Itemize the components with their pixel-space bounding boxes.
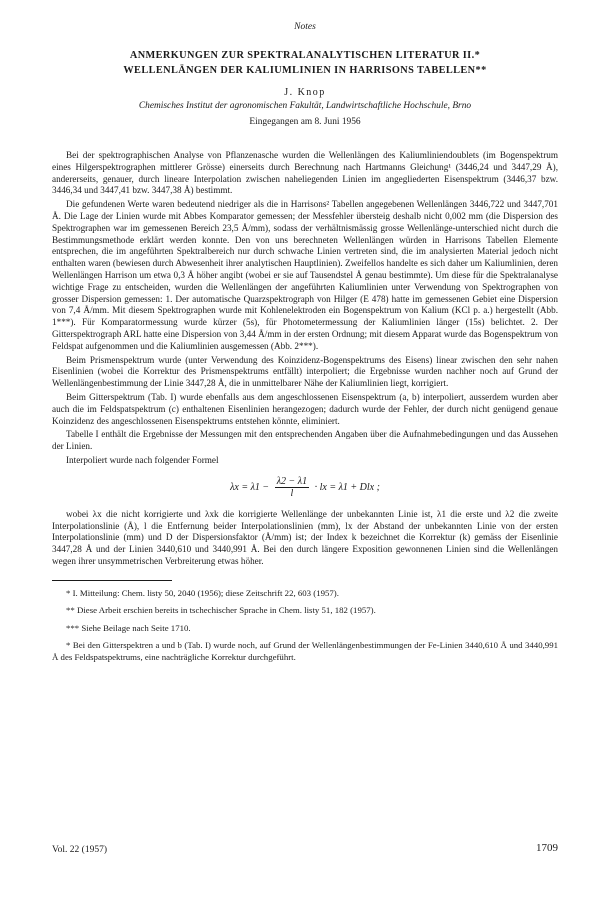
footnote-3: *** Siehe Beilage nach Seite 1710. bbox=[66, 622, 191, 633]
paragraph-7: wobei λx die nicht korrigierte und λxk die korrigierte Wellenlänge der unbekannten Linie ist, λ1 die erste und λ2 die zweite Interpolationslinie (Å), l die Entfernung beider Interpolationslinien (mm), lx der Abstand der unbekannten Linie von der ersten Interpolationslinie (mm) und D der Dispersionsfaktor (Å/mm) ist; der Index k bezeichnet die Korrektur (k) gemäss der Eisenlinie 3447,28 Å und der Linien 3440,610 und 3440,991 Å. Bei den durch längere Exposition gewonnenen Linien sind die Wellenlängen wegen ihrer unsymmetrischen Verbreiterung etwas höher. bbox=[52, 508, 558, 566]
page-number: 1709 bbox=[536, 842, 558, 854]
formula-rhs: · lx = λ1 + Dlx ; bbox=[314, 481, 380, 493]
footnote-divider bbox=[52, 580, 172, 581]
footnotes bbox=[52, 588, 558, 664]
paragraph-6: Interpoliert wurde nach folgender Formel bbox=[66, 454, 219, 465]
paragraph-5: Tabelle I enthält die Ergebnisse der Messungen mit den entsprechenden Angaben über die Aufnahmebedingungen und das Aussehen der Linien. bbox=[52, 429, 558, 452]
footnote-1: * I. Mitteilung: Chem. listy 50, 2040 (1956); diese Zeitschrift 22, 603 (1957). bbox=[66, 587, 339, 598]
formula-denominator: l bbox=[290, 487, 294, 499]
title-line-2: WELLENLÄNGEN DER KALIUMLINIEN IN HARRISONS TABELLEN** bbox=[123, 65, 487, 76]
running-head: Notes bbox=[294, 22, 316, 32]
author-name: J. Knop bbox=[284, 87, 326, 98]
formula-lhs: λx = λ1 − bbox=[230, 481, 270, 493]
interpolation-formula bbox=[52, 476, 558, 499]
paragraph-1: Bei der spektrographischen Analyse von Pflanzenasche wurden die Wellenlängen des Kaliumliniendoublets (im Bogenspektrum eines Hilgerspektrographen mittlerer Grösse) einerseits durch Berechnung nach Hartmanns Gleichung¹ (3446,24 und 3447,29 Å), andererseits, genauer, durch lineare Interpolation zwischen naheliegenden Linien im angegliederten Eisenspektrum (3446,37 bzw. 3446,34 und 3447,41 bzw. 3447,38 Å) bestimmt. bbox=[52, 150, 558, 196]
formula-numerator: λ2 − λ1 bbox=[276, 475, 308, 487]
article-title bbox=[52, 48, 558, 78]
footnote-2: ** Diese Arbeit erschien bereits in tschechischer Sprache in Chem. listy 51, 182 (1957). bbox=[66, 605, 376, 616]
received-date: Eingegangen am 8. Juni 1956 bbox=[249, 117, 361, 127]
paragraph-3: Beim Prismenspektrum wurde (unter Verwendung des Koinzidenz-Bogenspektrums des Eisens) linear zwischen den sehr nahen Eisenlinien (wobei die Korrektur des Prismenspektrums entfällt) interpoliert; die Ergebnisse wurden nachher noch auf Grund der Wellenlängenbestimmung der Linie 3447,28 Å, die in unmittelbarer Nähe der Kaliumlinien liegt, korrigiert. bbox=[52, 354, 558, 389]
volume-info: Vol. 22 (1957) bbox=[52, 845, 107, 855]
paragraph-4: Beim Gitterspektrum (Tab. I) wurde ebenfalls aus dem angeschlossenen Eisenspektrum (a, b) interpoliert, ausserdem wurden aber auch die im Feldspatspektrum (c) enthaltenen Eisenlinien herangezogen; dadurch wurde der Fehler, der durch nicht genügend genaue Koinzidenz des angeschlossenen Eisenspektrums entstehen könnte, eliminiert. bbox=[52, 391, 558, 426]
paragraph-2: Die gefundenen Werte waren bedeutend niedriger als die in Harrisons² Tabellen angegebenen Wellenlängen 3446,722 und 3447,701 Å. Die Lage der Linien wurde mit Abbes Komparator gemessen; der Messfehler übersteig deshalb nicht 0,002 mm (die Dispersion des Spektrographen war im gemessenen Bereich 23,5 Å/mm), sodass der verhältnismässig grosse Wellenlänge-unterschied nicht durch die Bestimmungsmethode erklärt werden konnte. Den von uns berechneten Wellenlängen würden in Harrisons Tabellen Elemente entsprechen, die im angeführten Spektralbereich nur durch schwache Linien vertreten sind, die im analysierten Material jedoch nicht enthalten waren (bewiesen durch Abwesenheit ihrer analytischen Hauptlinien). Zweifellos handelte es sich daher um Kaliumlinien, deren Wellenlängen Harrison um etwa 0,3 Å höher angibt (wobei er sie auf Tausendstel Å genau bestimmte). Um diese für die Spektralanalyse wichtige Frage zu entscheiden, wurden die Wellenlängen der angeführten Kaliumlinien unter Verwendung von Spektrographen von grosser Dispersion gemessen: 1. Der automatische Quarzspektrograph von Hilger (E 478) hatte im gemessenen Gebiet eine Dispersion von 7,4 Å/mm. Mit diesem Spektrographen wurde mit Kohlenelektroden ein Bogenspektrum von Kalium (KCl p. a.) hergestellt (Abb. 1***). Für Komparatormessung wurde kürzer (5s), für Photometermessung der Kaliumlinien länger (15s) belichtet. 2. Der Gitterspektrograph ARL hatte eine Dispersion von 3,44 Å/mm in der ersten Ordnung; mit diesem Apparat wurde das Bogenspektrum von Feldspat aufgenommen und die Kaliumlinien ausgemessen (Abb. 2***). bbox=[52, 199, 558, 351]
formula-fraction bbox=[275, 476, 309, 499]
author-affiliation: Chemisches Institut der agronomischen Fakultät, Landwirtschaftliche Hochschule, Brno bbox=[138, 101, 472, 111]
footnote-4: * Bei den Gitterspektren a und b (Tab. I) wurde noch, auf Grund der Wellenlängenbestimmungen der Fe-Linien 3440,610 Å und 3440,991 Å des Feldspatspektrums, eine nachträgliche Korrektur durchgeführt. bbox=[52, 640, 558, 662]
article-body bbox=[52, 150, 558, 568]
title-line-1: ANMERKUNGEN ZUR SPEKTRALANALYTISCHEN LITERATUR II.* bbox=[129, 50, 481, 61]
